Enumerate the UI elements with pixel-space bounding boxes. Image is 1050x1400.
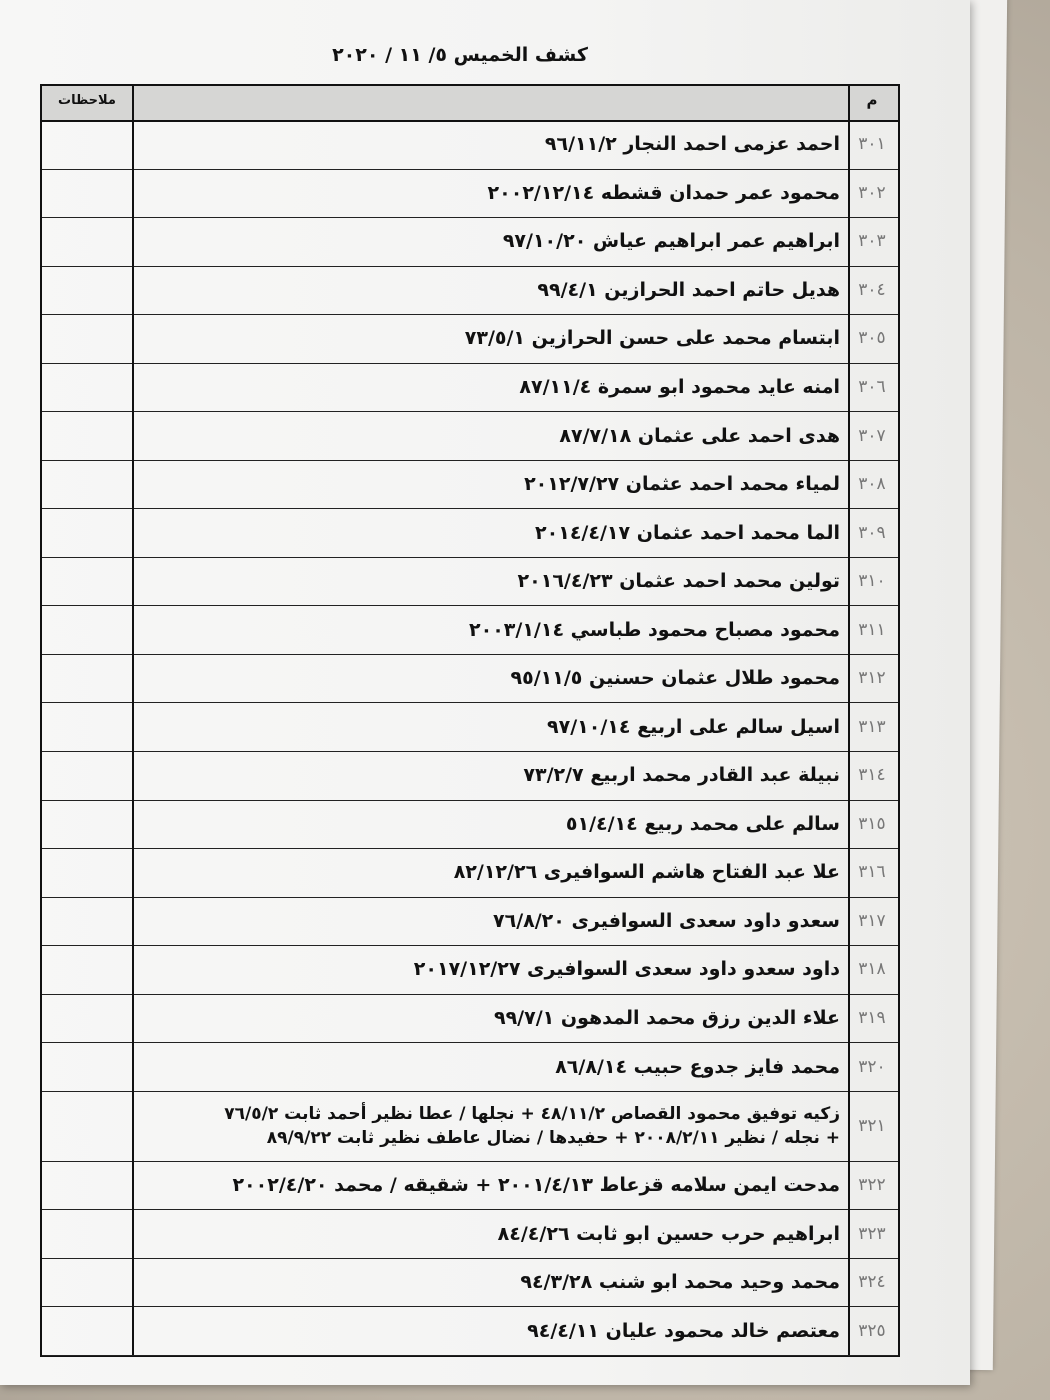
row-number: ٣١٣: [858, 716, 886, 737]
row-number: ٣١٩: [858, 1008, 886, 1029]
row-notes-cell: [42, 751, 132, 800]
row-notes-cell: [42, 120, 132, 169]
row-entry: ابراهيم حرب حسين ابو ثابت ٨٤/٤/٢٦: [497, 1222, 840, 1245]
table-row: [42, 120, 898, 170]
row-notes-cell: [42, 605, 132, 654]
table-row: [42, 557, 898, 607]
row-entry-line-1: زكيه توفيق محمود القصاص ٤٨/١١/٢ + نجلها / عطا نظير أحمد ثابت ٧٦/٥/٢: [224, 1103, 840, 1124]
row-entry: داود سعدو داود سعدى السوافيرى ٢٠١٧/١٢/٢٧: [413, 958, 840, 981]
row-entry: ابتسام محمد على حسن الحرازين ٧٣/٥/١: [464, 327, 840, 350]
row-entry: هديل حاتم احمد الحرازين ٩٩/٤/١: [537, 278, 840, 301]
row-entry: [46, 1091, 840, 1161]
row-number: ٣٢٢: [858, 1175, 886, 1196]
table-row: [42, 945, 898, 995]
row-entry: سعدو داود سعدى السوافيرى ٧٦/٨/٢٠: [493, 909, 840, 932]
row-notes-cell: [42, 848, 132, 897]
row-number: ٣٠٩: [858, 522, 886, 543]
row-entry: محمود عمر حمدان قشطه ٢٠٠٢/١٢/١٤: [487, 181, 840, 204]
table-row: [42, 848, 898, 898]
row-entry: محمود مصباح محمود طباسي ٢٠٠٣/١/١٤: [469, 618, 840, 641]
row-notes-cell: [42, 411, 132, 460]
row-number: ٣٢٤: [858, 1272, 886, 1293]
table-row: [42, 460, 898, 510]
row-notes-cell: [42, 169, 132, 218]
row-notes-cell: [42, 1091, 132, 1161]
row-notes-cell: [42, 945, 132, 994]
row-entry: محمد وحيد محمد ابو شنب ٩٤/٣/٢٨: [520, 1271, 840, 1294]
row-number: ٣٠٨: [858, 474, 886, 495]
row-entry: تولين محمد احمد عثمان ٢٠١٦/٤/٢٣: [517, 570, 840, 593]
table-row: [42, 217, 898, 267]
table-row: [42, 314, 898, 364]
row-notes-cell: [42, 654, 132, 703]
row-notes-cell: [42, 557, 132, 606]
row-notes-cell: [42, 800, 132, 849]
table-row: [42, 605, 898, 655]
notes-column-divider: [132, 86, 134, 1355]
row-number: ٣١٧: [858, 910, 886, 931]
number-column-divider: [848, 86, 850, 1355]
table-row: [42, 508, 898, 558]
row-entry: محمد فايز جدوع حبيب ٨٦/٨/١٤: [555, 1055, 840, 1078]
row-number: ٣٠١: [858, 134, 886, 155]
register-table: [40, 84, 900, 1357]
row-number: ٣٠٥: [858, 328, 886, 349]
row-number: ٣١٦: [858, 862, 886, 883]
table-row: [42, 800, 898, 850]
table-row: [42, 703, 898, 753]
row-number: ٣٠٤: [858, 279, 886, 300]
row-number: ٣٠٧: [858, 425, 886, 446]
table-row: [42, 654, 898, 704]
row-number: ٣١٠: [858, 571, 886, 592]
notes-column-header: ملاحظات: [58, 93, 116, 108]
row-number: ٣٠٢: [858, 182, 886, 203]
row-number: ٣١٤: [858, 765, 886, 786]
row-notes-cell: [42, 994, 132, 1043]
row-number: ٣١٨: [858, 959, 886, 980]
table-row: [42, 897, 898, 947]
row-entry: علاء الدين رزق محمد المدهون ٩٩/٧/١: [493, 1007, 840, 1030]
table-row: [42, 1042, 898, 1092]
row-entry: الما محمد احمد عثمان ٢٠١٤/٤/١٧: [535, 521, 840, 544]
row-number: ٣٢٠: [858, 1056, 886, 1077]
row-entry: مدحت ايمن سلامه قزعاط ٢٠٠١/٤/١٣ + شقيقه / محمد ٢٠٠٢/٤/٢٠: [232, 1174, 840, 1197]
row-notes-cell: [42, 266, 132, 315]
row-notes-cell: [42, 1306, 132, 1355]
row-number: ٣٢١: [858, 1115, 886, 1136]
table-header: [42, 86, 898, 122]
table-row: [42, 994, 898, 1044]
row-entry: ابراهيم عمر ابراهيم عياش ٩٧/١٠/٢٠: [502, 230, 840, 253]
row-notes-cell: [42, 1209, 132, 1258]
row-entry: محمود طلال عثمان حسنين ٩٥/١١/٥: [510, 667, 840, 690]
document-title: كشف الخميس ٥/ ١١ / ٢٠٢٠: [332, 44, 588, 66]
row-notes-cell: [42, 314, 132, 363]
row-entry: نبيلة عبد القادر محمد اربيع ٧٣/٢/٧: [523, 764, 840, 787]
table-row: [42, 169, 898, 219]
row-number: ٣٢٥: [858, 1320, 886, 1341]
number-column-header: م: [866, 91, 878, 109]
row-number: ٣٠٦: [858, 376, 886, 397]
table-row: [42, 751, 898, 801]
table-row: [42, 1091, 898, 1162]
row-notes-cell: [42, 508, 132, 557]
row-notes-cell: [42, 1161, 132, 1210]
table-row: [42, 1209, 898, 1259]
row-entry: معتصم خالد محمود عليان ٩٤/٤/١١: [527, 1319, 840, 1342]
table-row: [42, 1306, 898, 1356]
row-entry: سالم على محمد ربيع ٥١/٤/١٤: [565, 812, 840, 835]
row-notes-cell: [42, 1042, 132, 1091]
table-row: [42, 1258, 898, 1308]
row-notes-cell: [42, 460, 132, 509]
row-notes-cell: [42, 703, 132, 752]
row-number: ٣٠٣: [858, 231, 886, 252]
row-notes-cell: [42, 1258, 132, 1307]
row-number: ٣١٢: [858, 668, 886, 689]
row-notes-cell: [42, 897, 132, 946]
row-notes-cell: [42, 363, 132, 412]
table-row: [42, 266, 898, 316]
row-entry: علا عبد الفتاح هاشم السوافيرى ٨٢/١٢/٢٦: [453, 861, 840, 884]
row-entry: لمياء محمد احمد عثمان ٢٠١٢/٧/٢٧: [524, 473, 840, 496]
row-notes-cell: [42, 217, 132, 266]
row-entry-line-2: + نجله / نظير ٢٠٠٨/٢/١١ + حفيدها / نضال عاطف نظير ثابت ٨٩/٩/٢٢: [266, 1127, 840, 1148]
row-entry: اسيل سالم على اربيع ٩٧/١٠/١٤: [547, 715, 840, 738]
row-entry: هدى احمد على عثمان ٨٧/٧/١٨: [559, 424, 840, 447]
table-row: [42, 1161, 898, 1211]
row-number: ٣١١: [858, 619, 886, 640]
row-number: ٣١٥: [858, 813, 886, 834]
row-entry: امنه عايد محمود ابو سمرة ٨٧/١١/٤: [519, 375, 840, 398]
row-entry: احمد عزمى احمد النجار ٩٦/١١/٢: [544, 133, 840, 156]
table-row: [42, 411, 898, 461]
table-row: [42, 363, 898, 413]
row-number: ٣٢٣: [858, 1223, 886, 1244]
